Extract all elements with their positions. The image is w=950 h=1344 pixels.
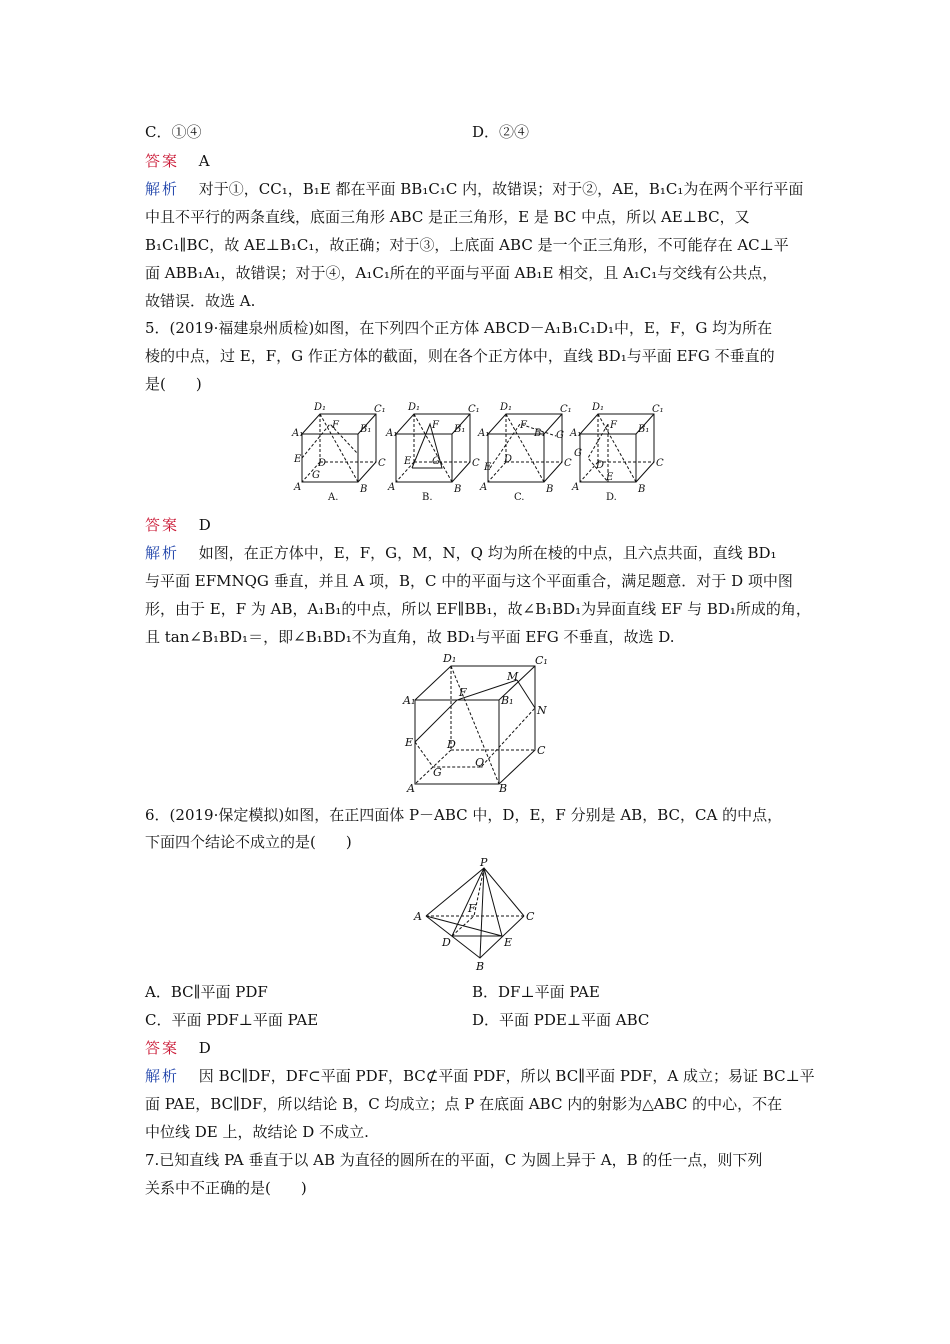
svg-text:E: E — [404, 456, 412, 467]
question-stem: 6．(2019·保定模拟)如图，在正四面体 P－ABC 中，D，E，F 分别是 AB，BC，CA 的中点， — [145, 806, 783, 824]
svg-text:F: F — [432, 420, 439, 431]
svg-text:B₁: B₁ — [638, 424, 650, 435]
svg-text:F: F — [468, 902, 476, 915]
svg-text:D₁: D₁ — [500, 402, 513, 413]
svg-text:A: A — [414, 910, 422, 923]
analysis-text: 且 tan∠B₁BD₁＝，即∠B₁BD₁不为直角，故 BD₁与平面 EFG 不垂直，故选 D. — [145, 628, 675, 646]
svg-text:E: E — [504, 936, 513, 949]
answer-value: D — [198, 516, 211, 534]
analysis-label: 解析 — [145, 1067, 180, 1085]
svg-text:B₁: B₁ — [501, 694, 514, 707]
svg-text:B: B — [546, 484, 554, 495]
answer-label: 答案 — [145, 1039, 180, 1057]
svg-text:C₁: C₁ — [652, 404, 664, 415]
svg-text:B: B — [638, 484, 646, 495]
svg-text:F: F — [332, 420, 339, 431]
analysis-text: 对于①，CC₁，B₁E 都在平面 BB₁C₁C 内，故错误；对于②，AE，B₁C₁为在两个平行平面 — [198, 180, 804, 198]
svg-text:B: B — [454, 484, 462, 495]
svg-text:D₁: D₁ — [592, 402, 605, 413]
svg-text:D: D — [318, 458, 327, 469]
svg-text:C₁: C₁ — [535, 654, 548, 667]
svg-text:B₁: B₁ — [454, 424, 466, 435]
fig-caption: C. — [514, 492, 525, 503]
svg-text:E: E — [606, 472, 614, 483]
analysis-line — [145, 543, 777, 563]
svg-text:C: C — [537, 744, 546, 757]
svg-text:D: D — [596, 460, 605, 471]
question-stem: 是( ) — [145, 375, 202, 393]
svg-text:E: E — [405, 736, 414, 749]
svg-text:C₁: C₁ — [560, 404, 572, 415]
svg-text:A: A — [572, 482, 580, 493]
svg-text:G: G — [432, 456, 440, 467]
fig-caption: B. — [422, 492, 433, 503]
analysis-label: 解析 — [145, 180, 180, 198]
answer-value: D — [198, 1039, 211, 1057]
analysis-text: 中位线 DE 上，故结论 D 不成立. — [145, 1123, 369, 1141]
svg-text:F: F — [520, 420, 527, 431]
svg-text:C₁: C₁ — [468, 404, 480, 415]
svg-text:B: B — [499, 782, 508, 794]
analysis-text: 面 PAE，BC∥DF，所以结论 B，C 均成立；点 P 在底面 ABC 内的射影为△ABC 的中心，不在 — [145, 1095, 783, 1113]
svg-text:E: E — [484, 462, 492, 473]
svg-text:F: F — [610, 420, 617, 431]
svg-text:B: B — [360, 484, 368, 495]
svg-text:D₁: D₁ — [314, 402, 327, 413]
fig-caption: A. — [328, 492, 339, 503]
answer-line — [145, 515, 211, 535]
answer-label: 答案 — [145, 516, 180, 534]
answer-line — [145, 151, 210, 171]
option-d: D．平面 PDE⊥平面 ABC — [472, 1011, 650, 1029]
svg-text:C: C — [378, 458, 386, 469]
question-stem: 关系中不正确的是( ) — [145, 1179, 307, 1197]
four-cubes-figure — [288, 398, 668, 504]
svg-text:C: C — [656, 458, 664, 469]
svg-text:M: M — [507, 670, 519, 683]
svg-text:B₁: B₁ — [360, 424, 372, 435]
analysis-line — [145, 1066, 815, 1086]
svg-text:G: G — [433, 766, 442, 779]
answer-value: A — [198, 152, 210, 170]
svg-text:A₁: A₁ — [478, 428, 490, 439]
svg-text:Q: Q — [475, 756, 485, 769]
svg-text:P: P — [480, 856, 488, 869]
option-a: A．BC∥平面 PDF — [145, 983, 268, 1001]
cube-section-figure — [395, 652, 555, 794]
fig-caption: D. — [606, 492, 617, 503]
question-stem: 棱的中点，过 E，F，G 作正方体的截面，则在各个正方体中，直线 BD₁与平面 EFG 不垂直的 — [145, 347, 775, 365]
svg-text:A₁: A₁ — [386, 428, 398, 439]
svg-text:G: G — [312, 470, 320, 481]
analysis-text: 形，由于 E，F 为 AB，A₁B₁的中点，所以 EF∥BB₁，故∠B₁BD₁为异面直线 EF 与 BD₁所成的角， — [145, 600, 811, 618]
analysis-line — [145, 179, 803, 199]
svg-text:C₁: C₁ — [374, 404, 386, 415]
option-b: B．DF⊥平面 PAE — [472, 983, 600, 1001]
svg-text:D: D — [442, 936, 451, 949]
svg-text:A: A — [294, 482, 302, 493]
svg-text:C: C — [564, 458, 572, 469]
svg-text:D₁: D₁ — [408, 402, 421, 413]
svg-text:E: E — [294, 454, 302, 465]
analysis-text: 如图，在正方体中，E，F，G，M，N，Q 均为所在棱的中点，且六点共面，直线 BD₁ — [198, 544, 777, 562]
svg-text:D₁: D₁ — [443, 652, 457, 665]
analysis-text: B₁C₁∥BC，故 AE⊥B₁C₁，故正确；对于③，上底面 ABC 是一个正三角形，不可能存在 AC⊥平 — [145, 236, 789, 254]
analysis-text: 故错误．故选 A. — [145, 292, 256, 310]
svg-text:G: G — [574, 448, 582, 459]
question-stem: 下面四个结论不成立的是( ) — [145, 833, 352, 851]
question-stem: 5．(2019·福建泉州质检)如图，在下列四个正方体 ABCD－A₁B₁C₁D₁中，E，F，G 均为所在 — [145, 319, 773, 337]
analysis-text: 与平面 EFMNQG 垂直，并且 A 项，B，C 中的平面与这个平面重合，满足题意．对于 D 项中图 — [145, 572, 793, 590]
analysis-label: 解析 — [145, 544, 180, 562]
svg-text:B: B — [476, 960, 485, 973]
svg-text:A₁: A₁ — [292, 428, 304, 439]
svg-text:D: D — [504, 454, 513, 465]
svg-text:A: A — [407, 782, 415, 794]
option-d: D．②④ — [472, 123, 530, 141]
analysis-text: 面 ABB₁A₁，故错误；对于④，A₁C₁所在的平面与平面 AB₁E 相交，且 A₁C₁与交线有公共点， — [145, 264, 778, 282]
question-stem: 7.已知直线 PA 垂直于以 AB 为直径的圆所在的平面，C 为圆上异于 A，B 的任一点，则下列 — [145, 1151, 763, 1169]
svg-text:C: C — [526, 910, 535, 923]
svg-text:G: G — [556, 430, 564, 441]
svg-text:A₁: A₁ — [403, 694, 416, 707]
answer-label: 答案 — [145, 152, 180, 170]
option-c: C．平面 PDF⊥平面 PAE — [145, 1011, 319, 1029]
svg-text:C: C — [472, 458, 480, 469]
tetrahedron-figure — [412, 856, 544, 974]
answer-line — [145, 1038, 211, 1058]
option-c: C．①④ — [145, 123, 202, 141]
analysis-text: 因 BC∥DF，DF⊂平面 PDF，BC⊄平面 PDF，所以 BC∥平面 PDF，A 成立；易证 BC⊥平 — [198, 1067, 815, 1085]
svg-text:A: A — [388, 482, 396, 493]
svg-text:A₁: A₁ — [570, 428, 582, 439]
analysis-text: 中且不平行的两条直线，底面三角形 ABC 是正三角形，E 是 BC 中点，所以 AE⊥BC，又 — [145, 208, 750, 226]
svg-text:A: A — [480, 482, 488, 493]
svg-text:F: F — [459, 686, 467, 699]
svg-text:N: N — [537, 704, 547, 717]
svg-text:D: D — [447, 738, 456, 751]
svg-text:B₁: B₁ — [534, 428, 546, 439]
